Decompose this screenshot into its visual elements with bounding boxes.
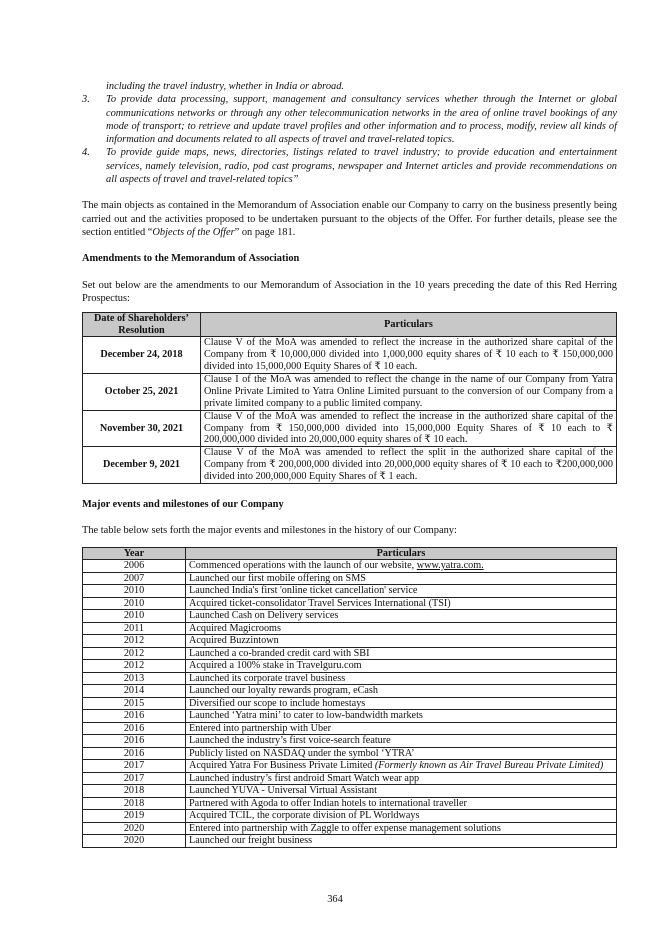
amendments-table bbox=[82, 312, 617, 484]
milestone-year: 2020 bbox=[83, 822, 186, 835]
milestone-particulars: Entered into partnership with Zaggle to offer expense management solutions bbox=[186, 822, 617, 835]
table-row bbox=[83, 772, 617, 785]
page-number: 364 bbox=[327, 894, 343, 905]
resolution-date: December 24, 2018 bbox=[83, 337, 201, 374]
table-row bbox=[83, 697, 617, 710]
table-row bbox=[83, 622, 617, 635]
objects-item-3 bbox=[82, 93, 617, 146]
main-objects-paragraph: The main objects as contained in the Memorandum of Association enable our Company to carry on the business presently being carried out and the activities proposed to be undertaken pursuant to the objects of the Offer. For further details, please see the section entitled “Objects of the Offer” on page 181. bbox=[82, 200, 617, 238]
table-row bbox=[83, 635, 617, 648]
item-text: To provide guide maps, news, directories, listings related to travel industry; to provide education and entertainment services, namely television, radio, pod cast programs, newspaper and Internet articles and provide recommendations on all aspects of travel and travel-related topics” bbox=[106, 147, 617, 186]
milestone-year: 2010 bbox=[83, 610, 186, 623]
milestone-year: 2019 bbox=[83, 810, 186, 823]
table-row bbox=[83, 337, 617, 374]
table-row bbox=[83, 647, 617, 660]
amendment-particulars: Clause I of the MoA was amended to reflect the change in the name of our Company from Yatra Online Private Limited to Yatra Online Limited pursuant to the conversion of our Company from a private limited company to a public limited company. bbox=[201, 373, 617, 410]
milestone-year: 2007 bbox=[83, 572, 186, 585]
formerly-known-note: (Formerly known as Air Travel Bureau Private Limited) bbox=[374, 760, 604, 772]
table-row bbox=[83, 735, 617, 748]
milestone-year: 2012 bbox=[83, 635, 186, 648]
table-header-row bbox=[83, 313, 617, 337]
milestone-particulars: Publicly listed on NASDAQ under the symbol ‘YTRA’ bbox=[186, 747, 617, 760]
resolution-date: December 9, 2021 bbox=[83, 447, 201, 484]
item-text: To provide data processing, support, management and consultancy services whether through the Internet or global communications networks or through any other telecommunication networks in the area of online travel bookings of any mode of transport; to retrieve and update travel profiles and other information and to process, modify, review all kinds of information and documents related to all aspects of travel and travel-related topics. bbox=[106, 94, 617, 146]
milestone-particulars: Launched our first mobile offering on SMS bbox=[186, 572, 617, 585]
item-number: 3. bbox=[82, 94, 90, 106]
objects-of-offer-reference: Objects of the Offer bbox=[152, 226, 235, 238]
table-row bbox=[83, 447, 617, 484]
milestone-particulars: Acquired TCIL, the corporate division of PL Worldways bbox=[186, 810, 617, 823]
milestone-year: 2017 bbox=[83, 760, 186, 773]
amendment-particulars: Clause V of the MoA was amended to reflect the increase in the authorized share capital of the Company from ₹ 10,000,000 divided into 1,000,000 equity shares of ₹ 10 each to ₹ 150,000,000 divided into 15,000,000 Equity Shares of ₹ 10 each. bbox=[201, 337, 617, 374]
table-row bbox=[83, 747, 617, 760]
item-number: 4. bbox=[82, 147, 90, 159]
milestone-particulars: Launched a co-branded credit card with SBI bbox=[186, 647, 617, 660]
milestone-particulars: Launched India's first 'online ticket cancellation' service bbox=[186, 585, 617, 598]
milestones-intro: The table below sets forth the major events and milestones in the history of our Company: bbox=[82, 525, 457, 537]
table-row bbox=[83, 572, 617, 585]
milestone-particulars: Launched the industry’s first voice-search feature bbox=[186, 735, 617, 748]
amendment-particulars: Clause V of the MoA was amended to reflect the split in the authorized share capital of the Company from ₹ 200,000,000 divided into 20,000,000 equity shares of ₹ 10 each to ₹200,000,000 divided into 200,000,000 Equity Shares of ₹ 1 each. bbox=[201, 447, 617, 484]
website-link[interactable]: www.yatra.com. bbox=[416, 560, 484, 572]
milestone-year: 2010 bbox=[83, 585, 186, 598]
milestones-heading: Major events and milestones of our Company bbox=[82, 499, 284, 511]
milestone-particulars: Launched Cash on Delivery services bbox=[186, 610, 617, 623]
resolution-date: November 30, 2021 bbox=[83, 410, 201, 447]
milestone-year: 2016 bbox=[83, 722, 186, 735]
milestone-year: 2020 bbox=[83, 835, 186, 848]
table-row bbox=[83, 760, 617, 773]
header-date: Date of Shareholders’ Resolution bbox=[83, 313, 201, 337]
objects-item-4 bbox=[82, 146, 617, 186]
milestone-year: 2006 bbox=[83, 560, 186, 573]
milestone-particulars: Acquired ticket-consolidator Travel Services International (TSI) bbox=[186, 597, 617, 610]
milestone-particulars: Launched our loyalty rewards program, eCash bbox=[186, 685, 617, 698]
table-row bbox=[83, 660, 617, 673]
milestone-particulars: Acquired Buzzintown bbox=[186, 635, 617, 648]
milestone-particulars: Launched industry’s first android Smart Watch wear app bbox=[186, 772, 617, 785]
milestone-particulars: Launched YUVA - Universal Virtual Assistant bbox=[186, 785, 617, 798]
resolution-date: October 25, 2021 bbox=[83, 373, 201, 410]
milestone-particulars: Entered into partnership with Uber bbox=[186, 722, 617, 735]
amendments-heading: Amendments to the Memorandum of Association bbox=[82, 253, 300, 265]
table-row bbox=[83, 685, 617, 698]
table-row bbox=[83, 560, 617, 573]
amendment-particulars: Clause V of the MoA was amended to reflect the increase in the authorized share capital of the Company from ₹ 150,000,000 divided into 15,000,000 Equity Shares of ₹ 10 each to ₹ 200,000,000 divided into 20,000,000 equity shares of ₹ 10 each. bbox=[201, 410, 617, 447]
milestone-year: 2011 bbox=[83, 622, 186, 635]
milestone-year: 2013 bbox=[83, 672, 186, 685]
table-row bbox=[83, 610, 617, 623]
table-row bbox=[83, 797, 617, 810]
table-row bbox=[83, 597, 617, 610]
amendments-intro: Set out below are the amendments to our Memorandum of Association in the 10 years preceding the date of this Red Herring Prospectus: bbox=[82, 279, 617, 304]
milestone-year: 2018 bbox=[83, 785, 186, 798]
table-row bbox=[83, 835, 617, 848]
header-year: Year bbox=[83, 547, 186, 560]
milestone-year: 2016 bbox=[83, 735, 186, 748]
document-page bbox=[82, 80, 617, 848]
milestone-year: 2012 bbox=[83, 647, 186, 660]
table-row bbox=[83, 672, 617, 685]
header-particulars: Particulars bbox=[186, 547, 617, 560]
milestone-particulars: Acquired a 100% stake in Travelguru.com bbox=[186, 660, 617, 673]
milestone-year: 2010 bbox=[83, 597, 186, 610]
milestone-year: 2016 bbox=[83, 747, 186, 760]
table-row bbox=[83, 810, 617, 823]
milestone-particulars: Launched ‘Yatra mini’ to cater to low-bandwidth markets bbox=[186, 710, 617, 723]
milestone-year: 2015 bbox=[83, 697, 186, 710]
milestone-particulars: Partnered with Agoda to offer Indian hotels to international traveller bbox=[186, 797, 617, 810]
milestone-particulars: Acquired Yatra For Business Private Limited (Formerly known as Air Travel Bureau Private Limited) bbox=[186, 760, 617, 773]
table-row bbox=[83, 785, 617, 798]
table-row bbox=[83, 710, 617, 723]
table-row bbox=[83, 410, 617, 447]
milestone-particulars: Launched our freight business bbox=[186, 835, 617, 848]
table-header-row bbox=[83, 547, 617, 560]
milestone-year: 2018 bbox=[83, 797, 186, 810]
milestone-particulars: Diversified our scope to include homestays bbox=[186, 697, 617, 710]
milestone-year: 2016 bbox=[83, 710, 186, 723]
milestone-particulars: Launched its corporate travel business bbox=[186, 672, 617, 685]
header-particulars: Particulars bbox=[201, 313, 617, 337]
milestone-year: 2017 bbox=[83, 772, 186, 785]
table-row bbox=[83, 585, 617, 598]
milestone-year: 2012 bbox=[83, 660, 186, 673]
milestone-year: 2014 bbox=[83, 685, 186, 698]
milestones-table bbox=[82, 547, 617, 848]
table-row bbox=[83, 373, 617, 410]
objects-continuation: including the travel industry, whether in India or abroad. bbox=[106, 81, 345, 92]
table-row bbox=[83, 822, 617, 835]
milestone-particulars: Commenced operations with the launch of our website, www.yatra.com. bbox=[186, 560, 617, 573]
table-row bbox=[83, 722, 617, 735]
milestone-particulars: Acquired Magicrooms bbox=[186, 622, 617, 635]
